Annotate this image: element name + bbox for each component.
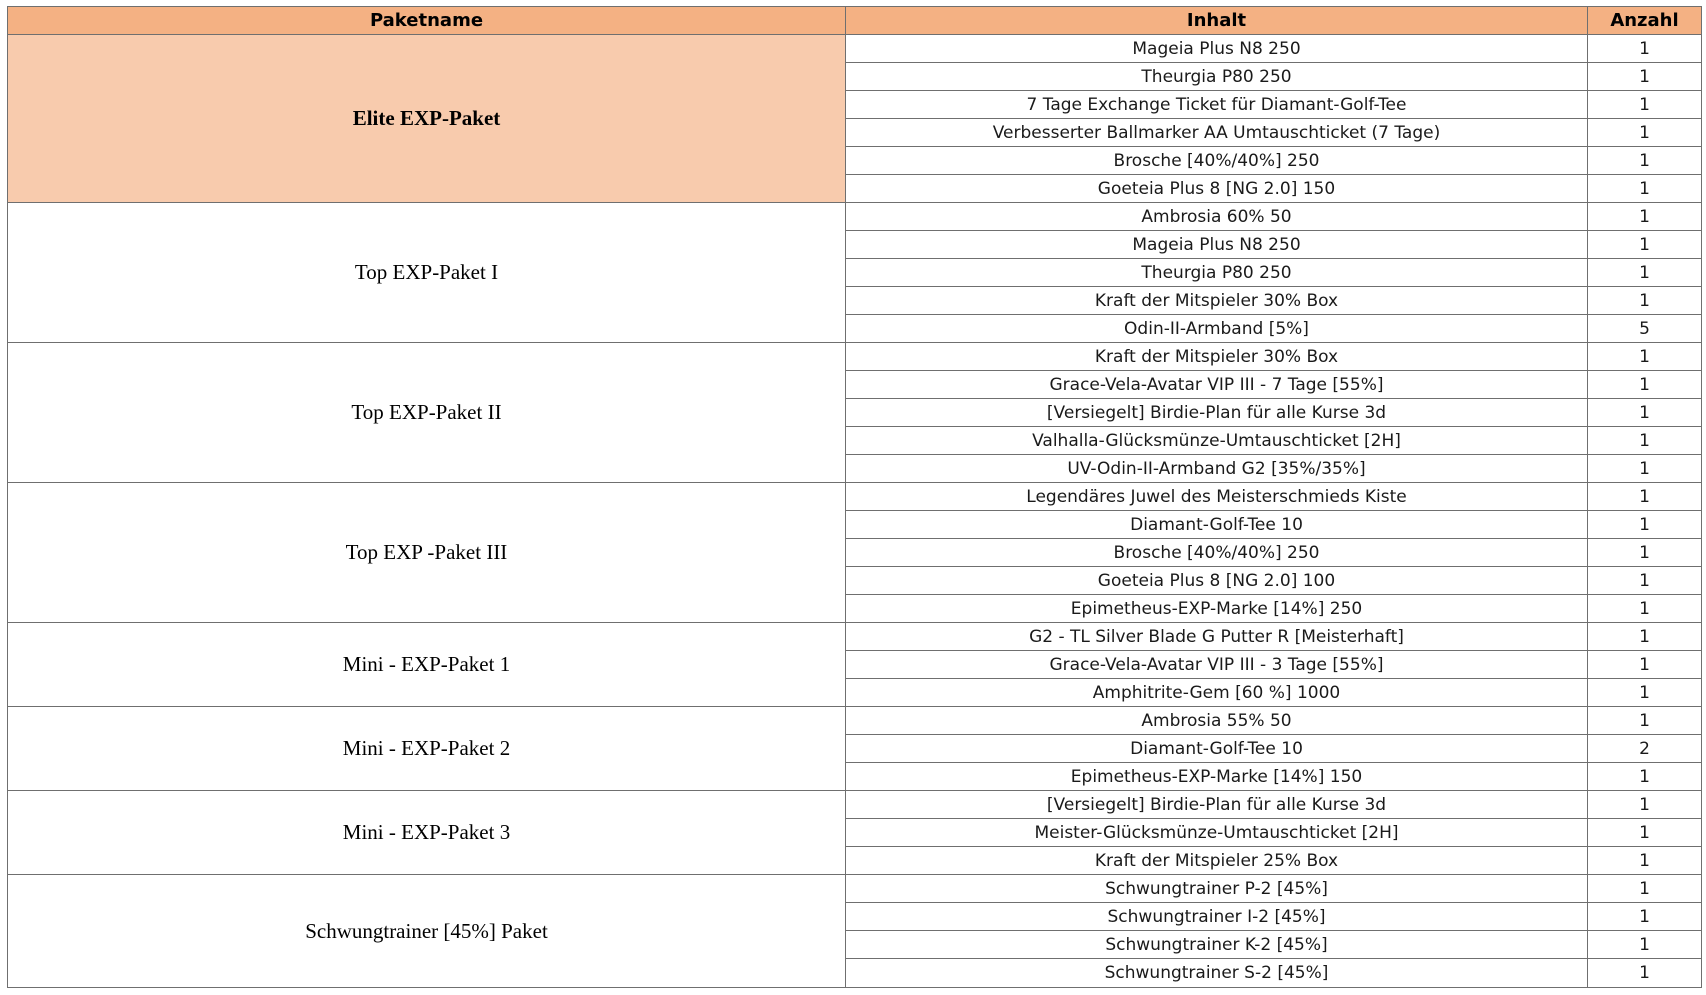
item-content-cell: Schwungtrainer I-2 [45%] <box>846 903 1588 931</box>
item-content-cell: Mageia Plus N8 250 <box>846 231 1588 259</box>
item-count-cell: 1 <box>1588 791 1702 819</box>
table-row <box>8 343 1702 371</box>
item-count-cell: 1 <box>1588 119 1702 147</box>
item-content-cell: Brosche [40%/40%] 250 <box>846 539 1588 567</box>
item-content-cell: [Versiegelt] Birdie-Plan für alle Kurse 3d <box>846 791 1588 819</box>
table-row <box>8 203 1702 231</box>
item-content-cell: Diamant-Golf-Tee 10 <box>846 511 1588 539</box>
item-count-cell: 1 <box>1588 931 1702 959</box>
item-content-cell: Verbesserter Ballmarker AA Umtauschticket (7 Tage) <box>846 119 1588 147</box>
item-count-cell: 1 <box>1588 567 1702 595</box>
item-content-cell: Valhalla-Glücksmünze-Umtauschticket [2H] <box>846 427 1588 455</box>
item-count-cell: 5 <box>1588 315 1702 343</box>
item-count-cell: 1 <box>1588 455 1702 483</box>
item-content-cell: Theurgia P80 250 <box>846 259 1588 287</box>
item-content-cell: Ambrosia 60% 50 <box>846 203 1588 231</box>
item-content-cell: Epimetheus-EXP-Marke [14%] 250 <box>846 595 1588 623</box>
item-content-cell: Grace-Vela-Avatar VIP III - 7 Tage [55%] <box>846 371 1588 399</box>
item-content-cell: Theurgia P80 250 <box>846 63 1588 91</box>
item-count-cell: 1 <box>1588 819 1702 847</box>
item-count-cell: 2 <box>1588 735 1702 763</box>
item-count-cell: 1 <box>1588 427 1702 455</box>
package-table <box>7 6 1702 988</box>
item-content-cell: Legendäres Juwel des Meisterschmieds Kiste <box>846 483 1588 511</box>
item-count-cell: 1 <box>1588 623 1702 651</box>
item-content-cell: Grace-Vela-Avatar VIP III - 3 Tage [55%] <box>846 651 1588 679</box>
item-content-cell: Meister-Glücksmünze-Umtauschticket [2H] <box>846 819 1588 847</box>
table-row <box>8 791 1702 819</box>
item-count-cell: 1 <box>1588 175 1702 203</box>
item-count-cell: 1 <box>1588 371 1702 399</box>
item-count-cell: 1 <box>1588 399 1702 427</box>
item-content-cell: Brosche [40%/40%] 250 <box>846 147 1588 175</box>
item-content-cell: 7 Tage Exchange Ticket für Diamant-Golf-Tee <box>846 91 1588 119</box>
package-name-cell: Mini - EXP-Paket 2 <box>8 707 846 791</box>
item-count-cell: 1 <box>1588 63 1702 91</box>
package-name-cell: Top EXP -Paket III <box>8 483 846 623</box>
item-count-cell: 1 <box>1588 959 1702 988</box>
item-content-cell: Diamant-Golf-Tee 10 <box>846 735 1588 763</box>
table-row <box>8 35 1702 63</box>
item-count-cell: 1 <box>1588 903 1702 931</box>
item-content-cell: Schwungtrainer S-2 [45%] <box>846 959 1588 988</box>
table-header-row <box>8 7 1702 35</box>
item-content-cell: Mageia Plus N8 250 <box>846 35 1588 63</box>
header-count: Anzahl <box>1588 7 1702 35</box>
item-count-cell: 1 <box>1588 91 1702 119</box>
item-content-cell: Kraft der Mitspieler 25% Box <box>846 847 1588 875</box>
item-count-cell: 1 <box>1588 679 1702 707</box>
item-content-cell: Goeteia Plus 8 [NG 2.0] 150 <box>846 175 1588 203</box>
item-count-cell: 1 <box>1588 35 1702 63</box>
item-content-cell: UV-Odin-II-Armband G2 [35%/35%] <box>846 455 1588 483</box>
item-count-cell: 1 <box>1588 539 1702 567</box>
item-content-cell: Amphitrite-Gem [60 %] 1000 <box>846 679 1588 707</box>
item-content-cell: Goeteia Plus 8 [NG 2.0] 100 <box>846 567 1588 595</box>
header-content: Inhalt <box>846 7 1588 35</box>
item-count-cell: 1 <box>1588 595 1702 623</box>
item-count-cell: 1 <box>1588 651 1702 679</box>
table-row <box>8 623 1702 651</box>
package-name-cell: Top EXP-Paket II <box>8 343 846 483</box>
item-content-cell: Kraft der Mitspieler 30% Box <box>846 343 1588 371</box>
item-count-cell: 1 <box>1588 231 1702 259</box>
item-content-cell: Schwungtrainer K-2 [45%] <box>846 931 1588 959</box>
item-count-cell: 1 <box>1588 483 1702 511</box>
item-count-cell: 1 <box>1588 203 1702 231</box>
package-name-cell: Elite EXP-Paket <box>8 35 846 203</box>
item-count-cell: 1 <box>1588 259 1702 287</box>
header-package-name: Paketname <box>8 7 846 35</box>
package-name-cell: Mini - EXP-Paket 3 <box>8 791 846 875</box>
item-count-cell: 1 <box>1588 511 1702 539</box>
item-count-cell: 1 <box>1588 343 1702 371</box>
package-name-cell: Top EXP-Paket I <box>8 203 846 343</box>
table-row <box>8 483 1702 511</box>
item-count-cell: 1 <box>1588 763 1702 791</box>
table-row <box>8 707 1702 735</box>
item-content-cell: Ambrosia 55% 50 <box>846 707 1588 735</box>
item-content-cell: Schwungtrainer P-2 [45%] <box>846 875 1588 903</box>
package-name-cell: Mini - EXP-Paket 1 <box>8 623 846 707</box>
item-count-cell: 1 <box>1588 707 1702 735</box>
item-count-cell: 1 <box>1588 875 1702 903</box>
item-content-cell: Kraft der Mitspieler 30% Box <box>846 287 1588 315</box>
item-count-cell: 1 <box>1588 287 1702 315</box>
item-content-cell: G2 - TL Silver Blade G Putter R [Meisterhaft] <box>846 623 1588 651</box>
table-row <box>8 875 1702 903</box>
item-content-cell: [Versiegelt] Birdie-Plan für alle Kurse 3d <box>846 399 1588 427</box>
item-content-cell: Odin-II-Armband [5%] <box>846 315 1588 343</box>
item-count-cell: 1 <box>1588 847 1702 875</box>
package-name-cell: Schwungtrainer [45%] Paket <box>8 875 846 988</box>
item-content-cell: Epimetheus-EXP-Marke [14%] 150 <box>846 763 1588 791</box>
table-body <box>8 35 1702 988</box>
item-count-cell: 1 <box>1588 147 1702 175</box>
